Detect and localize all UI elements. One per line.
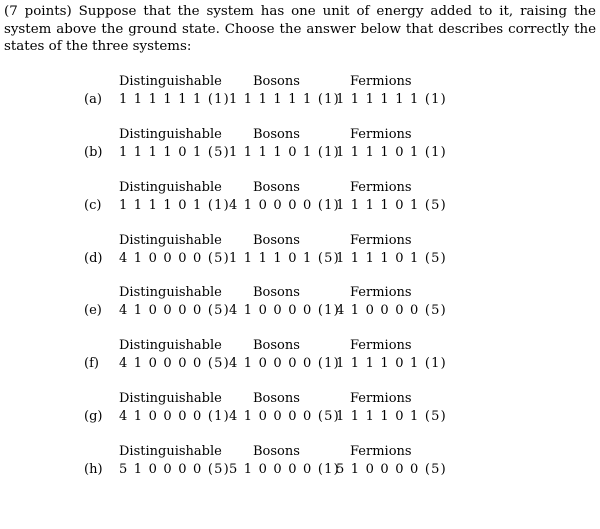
bosons-value: 4 1 0 0 0 0 (1) bbox=[229, 198, 340, 213]
distinguishable-header: Distinguishable bbox=[119, 285, 222, 300]
option-letter: (f) bbox=[84, 356, 99, 371]
distinguishable-header: Distinguishable bbox=[119, 338, 222, 353]
option-letter: (e) bbox=[84, 303, 102, 318]
fermions-header: Fermions bbox=[350, 338, 412, 353]
answer-option-g[interactable] bbox=[0, 391, 600, 431]
fermions-header: Fermions bbox=[350, 180, 412, 195]
distinguishable-value: 4 1 0 0 0 0 (5) bbox=[119, 356, 230, 371]
bosons-header: Bosons bbox=[253, 338, 300, 353]
option-letter: (h) bbox=[84, 462, 103, 477]
distinguishable-value: 4 1 0 0 0 0 (5) bbox=[119, 251, 230, 266]
distinguishable-header: Distinguishable bbox=[119, 444, 222, 459]
bosons-value: 1 1 1 1 1 1 (1) bbox=[229, 92, 340, 107]
fermions-header: Fermions bbox=[350, 444, 412, 459]
distinguishable-header: Distinguishable bbox=[119, 233, 222, 248]
question-text: (7 points) Suppose that the system has one unit of energy added to it, raising the system above the ground state. Choose the answer below that describes correctly the states of the three systems: bbox=[4, 4, 596, 54]
fermions-value: 4 1 0 0 0 0 (5) bbox=[336, 303, 447, 318]
option-letter: (d) bbox=[84, 251, 103, 266]
option-letter: (g) bbox=[84, 409, 103, 424]
answer-option-f[interactable] bbox=[0, 338, 600, 378]
fermions-header: Fermions bbox=[350, 285, 412, 300]
distinguishable-header: Distinguishable bbox=[119, 74, 222, 89]
fermions-value: 5 1 0 0 0 0 (5) bbox=[336, 462, 447, 477]
answer-option-h[interactable] bbox=[0, 444, 600, 484]
distinguishable-value: 4 1 0 0 0 0 (5) bbox=[119, 303, 230, 318]
bosons-header: Bosons bbox=[253, 444, 300, 459]
fermions-value: 1 1 1 1 0 1 (5) bbox=[336, 251, 447, 266]
option-letter: (b) bbox=[84, 145, 103, 160]
option-letter: (a) bbox=[84, 92, 102, 107]
bosons-value: 1 1 1 1 0 1 (1) bbox=[229, 145, 340, 160]
fermions-header: Fermions bbox=[350, 233, 412, 248]
distinguishable-header: Distinguishable bbox=[119, 180, 222, 195]
bosons-value: 1 1 1 1 0 1 (5) bbox=[229, 251, 340, 266]
distinguishable-value: 1 1 1 1 0 1 (1) bbox=[119, 198, 230, 213]
answer-option-c[interactable] bbox=[0, 180, 600, 220]
bosons-header: Bosons bbox=[253, 180, 300, 195]
fermions-header: Fermions bbox=[350, 127, 412, 142]
bosons-value: 5 1 0 0 0 0 (1) bbox=[229, 462, 340, 477]
distinguishable-header: Distinguishable bbox=[119, 127, 222, 142]
answer-option-b[interactable] bbox=[0, 127, 600, 167]
distinguishable-header: Distinguishable bbox=[119, 391, 222, 406]
bosons-value: 4 1 0 0 0 0 (1) bbox=[229, 303, 340, 318]
answer-option-e[interactable] bbox=[0, 285, 600, 325]
bosons-header: Bosons bbox=[253, 391, 300, 406]
bosons-header: Bosons bbox=[253, 285, 300, 300]
bosons-value: 4 1 0 0 0 0 (1) bbox=[229, 356, 340, 371]
fermions-value: 1 1 1 1 0 1 (5) bbox=[336, 409, 447, 424]
option-letter: (c) bbox=[84, 198, 102, 213]
fermions-value: 1 1 1 1 0 1 (1) bbox=[336, 356, 447, 371]
fermions-header: Fermions bbox=[350, 74, 412, 89]
distinguishable-value: 1 1 1 1 1 1 (1) bbox=[119, 92, 230, 107]
answer-option-a[interactable] bbox=[0, 74, 600, 114]
distinguishable-value: 5 1 0 0 0 0 (5) bbox=[119, 462, 230, 477]
bosons-header: Bosons bbox=[253, 233, 300, 248]
bosons-value: 4 1 0 0 0 0 (5) bbox=[229, 409, 340, 424]
answer-option-d[interactable] bbox=[0, 233, 600, 273]
distinguishable-value: 1 1 1 1 0 1 (5) bbox=[119, 145, 230, 160]
distinguishable-value: 4 1 0 0 0 0 (1) bbox=[119, 409, 230, 424]
bosons-header: Bosons bbox=[253, 127, 300, 142]
bosons-header: Bosons bbox=[253, 74, 300, 89]
fermions-value: 1 1 1 1 0 1 (5) bbox=[336, 198, 447, 213]
fermions-value: 1 1 1 1 1 1 (1) bbox=[336, 92, 447, 107]
fermions-header: Fermions bbox=[350, 391, 412, 406]
fermions-value: 1 1 1 1 0 1 (1) bbox=[336, 145, 447, 160]
